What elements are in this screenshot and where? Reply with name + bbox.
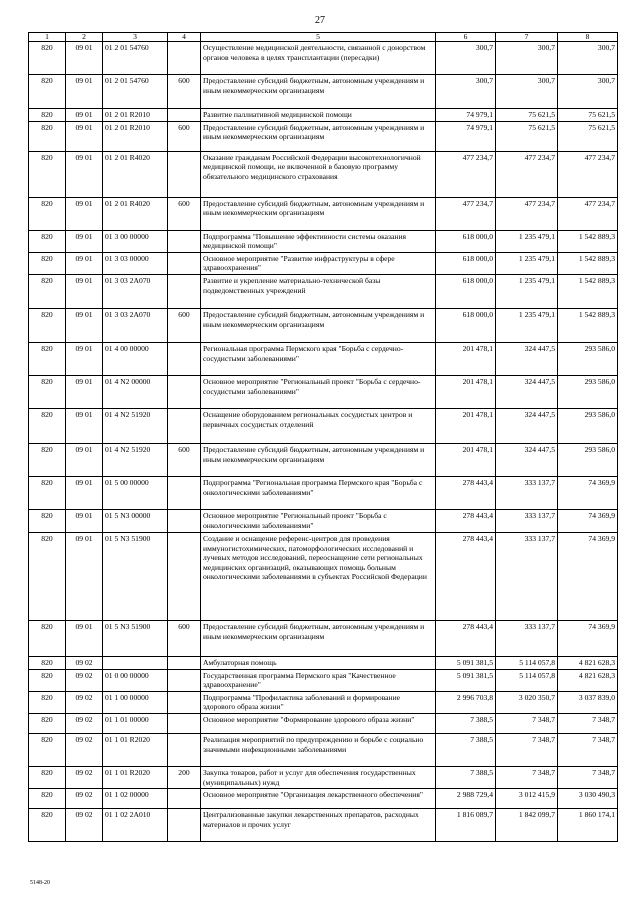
description-cell: Региональная программа Пермского края "Борьба с сердечно-сосудистыми заболеваниями" xyxy=(201,342,436,375)
section-code-cell: 09 02 xyxy=(66,713,103,733)
section-code-cell: 09 02 xyxy=(66,809,103,842)
amount-year2-cell: 5 114 057,8 xyxy=(496,656,558,669)
amount-year2-cell: 333 137,7 xyxy=(496,509,558,532)
target-article-cell: 01 1 01 00000 xyxy=(103,713,168,733)
amount-year1-cell: 618 000,0 xyxy=(436,230,496,252)
column-header: 6 xyxy=(436,33,496,42)
amount-year3-cell: 74 369,9 xyxy=(558,476,618,509)
amount-year3-cell: 3 037 839,0 xyxy=(558,691,618,713)
amount-year2-cell: 300,7 xyxy=(496,75,558,109)
table-row xyxy=(29,42,618,75)
admin-code-cell: 820 xyxy=(29,121,66,151)
expense-type-cell xyxy=(168,476,201,509)
amount-year2-cell: 333 137,7 xyxy=(496,476,558,509)
target-article-cell: 01 5 N3 51900 xyxy=(103,532,168,620)
amount-year1-cell: 278 443,4 xyxy=(436,476,496,509)
page-number: 27 xyxy=(315,15,325,26)
section-code-cell: 09 02 xyxy=(66,766,103,788)
target-article-cell: 01 1 01 R2020 xyxy=(103,733,168,766)
amount-year2-cell: 75 621,5 xyxy=(496,121,558,151)
table-row xyxy=(29,230,618,252)
expense-type-cell: 600 xyxy=(168,75,201,109)
section-code-cell: 09 02 xyxy=(66,789,103,809)
amount-year1-cell: 7 388,5 xyxy=(436,766,496,788)
amount-year3-cell: 293 586,0 xyxy=(558,408,618,443)
table-row xyxy=(29,669,618,691)
expense-type-cell xyxy=(168,375,201,408)
description-cell: Предоставление субсидий бюджетным, автономным учреждениям и иным некоммерческим организациям xyxy=(201,620,436,656)
table-row xyxy=(29,656,618,669)
amount-year3-cell: 1 542 889,3 xyxy=(558,274,618,308)
table-row xyxy=(29,274,618,308)
amount-year2-cell: 3 020 350,7 xyxy=(496,691,558,713)
amount-year3-cell: 477 234,7 xyxy=(558,197,618,230)
column-header: 5 xyxy=(201,33,436,42)
amount-year2-cell: 1 235 479,1 xyxy=(496,274,558,308)
amount-year2-cell: 477 234,7 xyxy=(496,197,558,230)
expense-type-cell xyxy=(168,42,201,75)
target-article-cell: 01 4 N2 00000 xyxy=(103,375,168,408)
amount-year3-cell: 7 348,7 xyxy=(558,766,618,788)
expense-type-cell xyxy=(168,713,201,733)
description-cell: Закупка товаров, работ и услуг для обеспечения государственных (муниципальных) нужд xyxy=(201,766,436,788)
amount-year1-cell: 201 478,1 xyxy=(436,375,496,408)
amount-year1-cell: 201 478,1 xyxy=(436,408,496,443)
amount-year3-cell: 4 821 628,3 xyxy=(558,669,618,691)
admin-code-cell: 820 xyxy=(29,733,66,766)
description-cell: Подпрограмма "Повышение эффективности системы оказания медицинской помощи" xyxy=(201,230,436,252)
description-cell: Предоставление субсидий бюджетным, автономным учреждениям и иным некоммерческим организациям xyxy=(201,75,436,109)
budget-table xyxy=(28,32,618,842)
description-cell: Основное мероприятие "Формирование здорового образа жизни" xyxy=(201,713,436,733)
amount-year1-cell: 7 388,5 xyxy=(436,713,496,733)
admin-code-cell: 820 xyxy=(29,532,66,620)
description-cell: Оснащение оборудованием региональных сосудистых центров и первичных сосудистых отделений xyxy=(201,408,436,443)
description-cell: Осуществление медицинской деятельности, связанной с донорством органов человека в целях трансплантации (пересадки) xyxy=(201,42,436,75)
section-code-cell: 09 01 xyxy=(66,274,103,308)
expense-type-cell xyxy=(168,252,201,274)
admin-code-cell: 820 xyxy=(29,230,66,252)
amount-year3-cell: 74 369,9 xyxy=(558,509,618,532)
section-code-cell: 09 01 xyxy=(66,42,103,75)
section-code-cell: 09 02 xyxy=(66,669,103,691)
table-row xyxy=(29,809,618,842)
expense-type-cell xyxy=(168,789,201,809)
target-article-cell: 01 4 00 00000 xyxy=(103,342,168,375)
target-article-cell: 01 2 01 54760 xyxy=(103,42,168,75)
column-header: 2 xyxy=(66,33,103,42)
description-cell: Развитие и укрепление материально-технической базы подведомственных учреждений xyxy=(201,274,436,308)
amount-year1-cell: 618 000,0 xyxy=(436,308,496,342)
amount-year3-cell: 3 030 490,3 xyxy=(558,789,618,809)
target-article-cell: 01 5 00 00000 xyxy=(103,476,168,509)
table-row xyxy=(29,620,618,656)
admin-code-cell: 820 xyxy=(29,375,66,408)
expense-type-cell xyxy=(168,656,201,669)
target-article-cell: 01 5 N3 00000 xyxy=(103,509,168,532)
amount-year2-cell: 324 447,5 xyxy=(496,342,558,375)
table-row xyxy=(29,408,618,443)
admin-code-cell: 820 xyxy=(29,669,66,691)
table-row xyxy=(29,713,618,733)
admin-code-cell: 820 xyxy=(29,443,66,476)
admin-code-cell: 820 xyxy=(29,476,66,509)
amount-year1-cell: 278 443,4 xyxy=(436,532,496,620)
target-article-cell: 01 5 N3 51900 xyxy=(103,620,168,656)
expense-type-cell xyxy=(168,342,201,375)
table-body xyxy=(29,42,618,842)
amount-year1-cell: 201 478,1 xyxy=(436,342,496,375)
admin-code-cell: 820 xyxy=(29,308,66,342)
amount-year3-cell: 1 860 174,1 xyxy=(558,809,618,842)
expense-type-cell: 600 xyxy=(168,121,201,151)
header-row xyxy=(29,33,618,42)
description-cell: Предоставление субсидий бюджетным, автономным учреждениям и иным некоммерческим организациям xyxy=(201,443,436,476)
amount-year3-cell: 74 369,9 xyxy=(558,532,618,620)
section-code-cell: 09 01 xyxy=(66,252,103,274)
expense-type-cell xyxy=(168,509,201,532)
amount-year2-cell: 75 621,5 xyxy=(496,109,558,122)
admin-code-cell: 820 xyxy=(29,620,66,656)
table-row xyxy=(29,308,618,342)
admin-code-cell: 820 xyxy=(29,809,66,842)
amount-year2-cell: 300,7 xyxy=(496,42,558,75)
amount-year1-cell: 5 091 381,5 xyxy=(436,669,496,691)
section-code-cell: 09 02 xyxy=(66,691,103,713)
admin-code-cell: 820 xyxy=(29,197,66,230)
target-article-cell: 01 3 03 00000 xyxy=(103,252,168,274)
amount-year3-cell: 75 621,5 xyxy=(558,109,618,122)
admin-code-cell: 820 xyxy=(29,509,66,532)
admin-code-cell: 820 xyxy=(29,274,66,308)
amount-year3-cell: 4 821 628,3 xyxy=(558,656,618,669)
table-row xyxy=(29,532,618,620)
amount-year2-cell: 324 447,5 xyxy=(496,443,558,476)
target-article-cell: 01 2 01 R2010 xyxy=(103,121,168,151)
target-article-cell: 01 3 03 2А070 xyxy=(103,308,168,342)
footer-code: 5148-20 xyxy=(30,880,50,886)
description-cell: Подпрограмма "Профилактика заболеваний и формирование здорового образа жизни" xyxy=(201,691,436,713)
table-row xyxy=(29,443,618,476)
expense-type-cell xyxy=(168,109,201,122)
admin-code-cell: 820 xyxy=(29,75,66,109)
expense-type-cell xyxy=(168,809,201,842)
table-row xyxy=(29,342,618,375)
section-code-cell: 09 02 xyxy=(66,656,103,669)
description-cell: Развитие паллиативной медицинской помощи xyxy=(201,109,436,122)
amount-year3-cell: 477 234,7 xyxy=(558,151,618,197)
description-cell: Предоставление субсидий бюджетным, автономным учреждениям и иным некоммерческим организациям xyxy=(201,197,436,230)
amount-year1-cell: 2 988 729,4 xyxy=(436,789,496,809)
section-code-cell: 09 01 xyxy=(66,408,103,443)
description-cell: Государственная программа Пермского края "Качественное здравоохранение" xyxy=(201,669,436,691)
amount-year2-cell: 7 348,7 xyxy=(496,713,558,733)
table-row xyxy=(29,252,618,274)
target-article-cell: 01 4 N2 51920 xyxy=(103,443,168,476)
target-article-cell: 01 3 03 2А070 xyxy=(103,274,168,308)
admin-code-cell: 820 xyxy=(29,252,66,274)
column-header: 3 xyxy=(103,33,168,42)
amount-year2-cell: 333 137,7 xyxy=(496,532,558,620)
amount-year2-cell: 5 114 057,8 xyxy=(496,669,558,691)
admin-code-cell: 820 xyxy=(29,151,66,197)
amount-year2-cell: 333 137,7 xyxy=(496,620,558,656)
target-article-cell: 01 2 01 R4020 xyxy=(103,151,168,197)
description-cell: Основное мероприятие "Развитие инфраструктуры в сфере здравоохранения" xyxy=(201,252,436,274)
amount-year2-cell: 1 235 479,1 xyxy=(496,230,558,252)
amount-year3-cell: 75 621,5 xyxy=(558,121,618,151)
target-article-cell: 01 3 00 00000 xyxy=(103,230,168,252)
description-cell: Предоставление субсидий бюджетным, автономным учреждениям и иным некоммерческим организациям xyxy=(201,121,436,151)
target-article-cell: 01 2 01 R4020 xyxy=(103,197,168,230)
section-code-cell: 09 01 xyxy=(66,151,103,197)
description-cell: Основное мероприятие "Региональный проект "Борьба с онкологическими заболеваниями" xyxy=(201,509,436,532)
admin-code-cell: 820 xyxy=(29,713,66,733)
expense-type-cell xyxy=(168,408,201,443)
amount-year2-cell: 7 348,7 xyxy=(496,766,558,788)
description-cell: Создание и оснащение референс-центров для проведения иммуногистохимических, патоморфологических исследований и лучевых методов исследований, переоснащение сети региональных медицинских организаций, оказывающих помощь больным онкологическими заболеваниями в субъектах Российской Федерации xyxy=(201,532,436,620)
section-code-cell: 09 01 xyxy=(66,375,103,408)
amount-year3-cell: 1 542 889,3 xyxy=(558,308,618,342)
amount-year2-cell: 324 447,5 xyxy=(496,375,558,408)
amount-year3-cell: 1 542 889,3 xyxy=(558,230,618,252)
admin-code-cell: 820 xyxy=(29,408,66,443)
column-header: 4 xyxy=(168,33,201,42)
section-code-cell: 09 01 xyxy=(66,230,103,252)
amount-year1-cell: 201 478,1 xyxy=(436,443,496,476)
target-article-cell: 01 4 N2 51920 xyxy=(103,408,168,443)
section-code-cell: 09 01 xyxy=(66,620,103,656)
target-article-cell: 01 1 01 R2020 xyxy=(103,766,168,788)
expense-type-cell xyxy=(168,230,201,252)
expense-type-cell xyxy=(168,151,201,197)
expense-type-cell: 600 xyxy=(168,620,201,656)
admin-code-cell: 820 xyxy=(29,789,66,809)
amount-year1-cell: 618 000,0 xyxy=(436,252,496,274)
table-row xyxy=(29,789,618,809)
section-code-cell: 09 02 xyxy=(66,733,103,766)
section-code-cell: 09 01 xyxy=(66,197,103,230)
description-cell: Реализация мероприятий по предупреждению и борьбе с социально значимыми инфекционными заболеваниями xyxy=(201,733,436,766)
table-row xyxy=(29,375,618,408)
target-article-cell: 01 0 00 00000 xyxy=(103,669,168,691)
section-code-cell: 09 01 xyxy=(66,342,103,375)
description-cell: Предоставление субсидий бюджетным, автономным учреждениям и иным некоммерческим организациям xyxy=(201,308,436,342)
description-cell: Амбулаторная помощь xyxy=(201,656,436,669)
amount-year3-cell: 7 348,7 xyxy=(558,713,618,733)
amount-year3-cell: 293 586,0 xyxy=(558,342,618,375)
section-code-cell: 09 01 xyxy=(66,308,103,342)
amount-year2-cell: 1 235 479,1 xyxy=(496,308,558,342)
amount-year1-cell: 618 000,0 xyxy=(436,274,496,308)
section-code-cell: 09 01 xyxy=(66,532,103,620)
description-cell: Основное мероприятие "Региональный проект "Борьба с сердечно-сосудистыми заболеваниями" xyxy=(201,375,436,408)
amount-year3-cell: 1 542 889,3 xyxy=(558,252,618,274)
admin-code-cell: 820 xyxy=(29,766,66,788)
expense-type-cell xyxy=(168,532,201,620)
section-code-cell: 09 01 xyxy=(66,121,103,151)
admin-code-cell: 820 xyxy=(29,109,66,122)
section-code-cell: 09 01 xyxy=(66,75,103,109)
expense-type-cell: 600 xyxy=(168,443,201,476)
amount-year1-cell: 5 091 381,5 xyxy=(436,656,496,669)
table-row xyxy=(29,691,618,713)
expense-type-cell xyxy=(168,274,201,308)
amount-year3-cell: 300,7 xyxy=(558,75,618,109)
column-header: 7 xyxy=(496,33,558,42)
amount-year1-cell: 2 996 703,8 xyxy=(436,691,496,713)
table-row xyxy=(29,766,618,788)
expense-type-cell: 600 xyxy=(168,197,201,230)
amount-year2-cell: 3 012 415,9 xyxy=(496,789,558,809)
amount-year2-cell: 477 234,7 xyxy=(496,151,558,197)
target-article-cell: 01 1 02 2А010 xyxy=(103,809,168,842)
expense-type-cell: 200 xyxy=(168,766,201,788)
description-cell: Оказание гражданам Российской Федерации высокотехнологичной медицинской помощи, не включенной в базовую программу обязательного медицинского страхования xyxy=(201,151,436,197)
amount-year1-cell: 278 443,4 xyxy=(436,509,496,532)
amount-year3-cell: 293 586,0 xyxy=(558,375,618,408)
expense-type-cell xyxy=(168,669,201,691)
admin-code-cell: 820 xyxy=(29,42,66,75)
amount-year1-cell: 300,7 xyxy=(436,75,496,109)
section-code-cell: 09 01 xyxy=(66,476,103,509)
table-row xyxy=(29,109,618,122)
admin-code-cell: 820 xyxy=(29,342,66,375)
amount-year3-cell: 300,7 xyxy=(558,42,618,75)
expense-type-cell xyxy=(168,691,201,713)
section-code-cell: 09 01 xyxy=(66,509,103,532)
amount-year1-cell: 74 979,1 xyxy=(436,121,496,151)
description-cell: Централизованные закупки лекарственных препаратов, расходных материалов и прочих услуг xyxy=(201,809,436,842)
amount-year2-cell: 1 235 479,1 xyxy=(496,252,558,274)
amount-year1-cell: 74 979,1 xyxy=(436,109,496,122)
description-cell: Подпрограмма "Региональная программа Пермского края "Борьба с онкологическими заболеваниями" xyxy=(201,476,436,509)
amount-year1-cell: 477 234,7 xyxy=(436,197,496,230)
amount-year3-cell: 7 348,7 xyxy=(558,733,618,766)
amount-year2-cell: 1 842 099,7 xyxy=(496,809,558,842)
amount-year1-cell: 278 443,4 xyxy=(436,620,496,656)
table-row xyxy=(29,476,618,509)
description-cell: Основное мероприятие "Организация лекарственного обеспечения" xyxy=(201,789,436,809)
section-code-cell: 09 01 xyxy=(66,109,103,122)
admin-code-cell: 820 xyxy=(29,691,66,713)
table-row xyxy=(29,75,618,109)
amount-year1-cell: 1 816 089,7 xyxy=(436,809,496,842)
amount-year2-cell: 324 447,5 xyxy=(496,408,558,443)
section-code-cell: 09 01 xyxy=(66,443,103,476)
column-header: 8 xyxy=(558,33,618,42)
expense-type-cell: 600 xyxy=(168,308,201,342)
admin-code-cell: 820 xyxy=(29,656,66,669)
target-article-cell: 01 1 00 00000 xyxy=(103,691,168,713)
table-row xyxy=(29,151,618,197)
amount-year2-cell: 7 348,7 xyxy=(496,733,558,766)
table-row xyxy=(29,509,618,532)
table-row xyxy=(29,121,618,151)
target-article-cell: 01 1 02 00000 xyxy=(103,789,168,809)
column-header: 1 xyxy=(29,33,66,42)
amount-year1-cell: 7 388,5 xyxy=(436,733,496,766)
amount-year3-cell: 293 586,0 xyxy=(558,443,618,476)
amount-year1-cell: 300,7 xyxy=(436,42,496,75)
amount-year1-cell: 477 234,7 xyxy=(436,151,496,197)
target-article-cell xyxy=(103,656,168,669)
target-article-cell: 01 2 01 54760 xyxy=(103,75,168,109)
table-row xyxy=(29,733,618,766)
target-article-cell: 01 2 01 R2010 xyxy=(103,109,168,122)
table-row xyxy=(29,197,618,230)
expense-type-cell xyxy=(168,733,201,766)
amount-year3-cell: 74 369,9 xyxy=(558,620,618,656)
